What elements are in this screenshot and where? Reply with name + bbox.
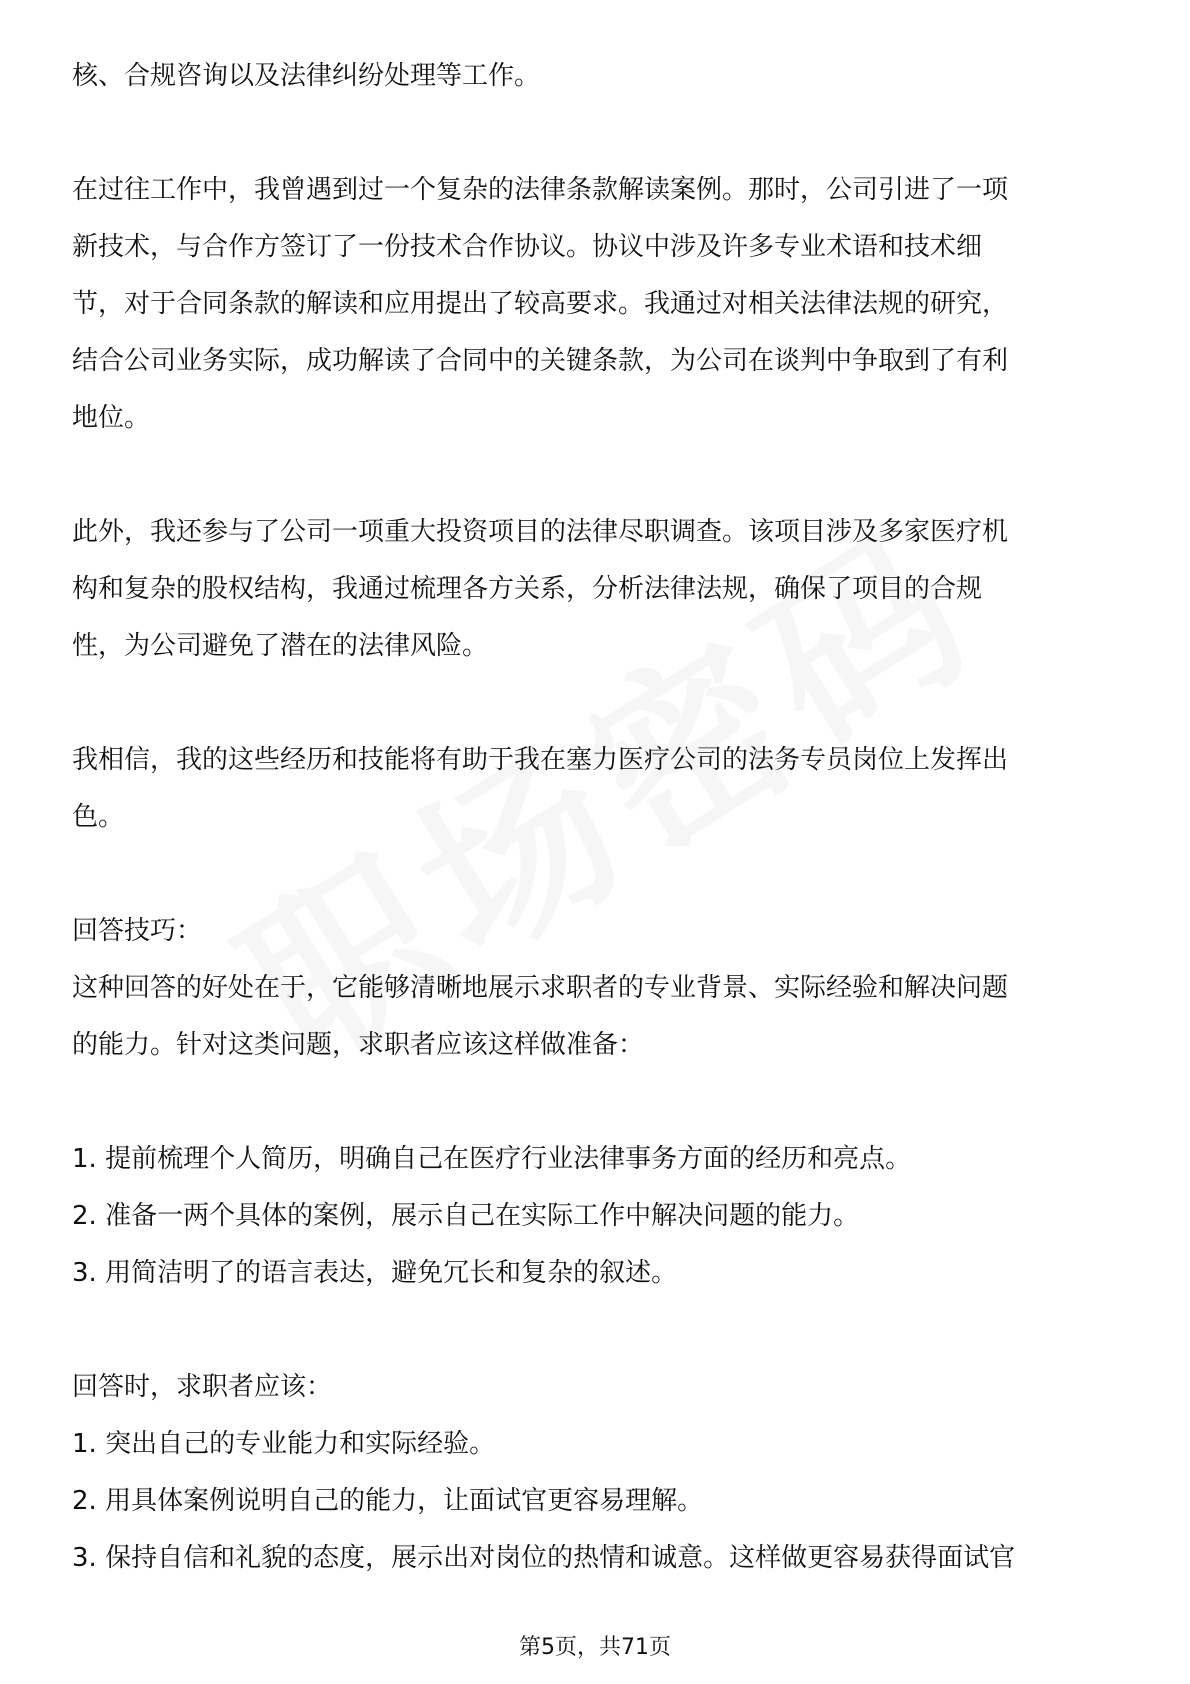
paragraph (72, 162, 1118, 447)
paragraph-gap (72, 447, 1118, 504)
paragraph (72, 504, 1118, 675)
paragraph (72, 48, 1118, 105)
text-line: 构和复杂的股权结构，我通过梳理各方关系，分析法律法规，确保了项目的合规 (72, 574, 983, 604)
document-body (72, 48, 1118, 1587)
list-item: 2. 准备一两个具体的案例，展示自己在实际工作中解决问题的能力。 (72, 1201, 860, 1231)
paragraph-gap (72, 1074, 1118, 1131)
text-line: 地位。 (72, 403, 151, 433)
list-item: 3. 用简洁明了的语言表达，避免冗长和复杂的叙述。 (72, 1258, 678, 1288)
text-line: 新技术，与合作方签订了一份技术合作协议。协议中涉及许多专业术语和技术细 (72, 232, 983, 262)
text-line: 节，对于合同条款的解读和应用提出了较高要求。我通过对相关法律法规的研究， (72, 289, 1009, 319)
paragraph (72, 903, 1118, 1074)
text-line: 在过往工作中，我曾遇到过一个复杂的法律条款解读案例。那时，公司引进了一项 (72, 175, 1009, 205)
list-item: 1. 突出自己的专业能力和实际经验。 (72, 1429, 496, 1459)
list-item: 3. 保持自信和礼貌的态度，展示出对岗位的热情和诚意。这样做更容易获得面试官 (72, 1543, 1016, 1573)
text-line: 色。 (72, 802, 125, 832)
numbered-list (72, 1131, 1118, 1302)
paragraph (72, 1359, 1118, 1587)
text-line: 结合公司业务实际，成功解读了合同中的关键条款，为公司在谈判中争取到了有利 (72, 346, 1009, 376)
text-line: 此外，我还参与了公司一项重大投资项目的法律尽职调查。该项目涉及多家医疗机 (72, 517, 1009, 547)
text-line: 的能力。针对这类问题，求职者应该这样做准备： (72, 1030, 645, 1060)
page-number: 第5页，共71页 (519, 1635, 671, 1660)
text-line: 核、合规咨询以及法律纠纷处理等工作。 (72, 61, 541, 91)
list-item: 1. 提前梳理个人简历，明确自己在医疗行业法律事务方面的经历和亮点。 (72, 1144, 912, 1174)
list-item: 2. 用具体案例说明自己的能力，让面试官更容易理解。 (72, 1486, 704, 1516)
paragraph-gap (72, 1302, 1118, 1359)
paragraph-gap (72, 105, 1118, 162)
text-line: 这种回答的好处在于，它能够清晰地展示求职者的专业背景、实际经验和解决问题 (72, 973, 1009, 1003)
paragraph-gap (72, 846, 1118, 903)
section-heading: 回答技巧： (72, 916, 203, 946)
paragraph-gap (72, 675, 1118, 732)
text-line: 性，为公司避免了潜在的法律风险。 (72, 631, 489, 661)
text-line: 我相信，我的这些经历和技能将有助于我在塞力医疗公司的法务专员岗位上发挥出 (72, 745, 1009, 775)
section-heading: 回答时，求职者应该： (72, 1372, 333, 1402)
paragraph (72, 732, 1118, 846)
